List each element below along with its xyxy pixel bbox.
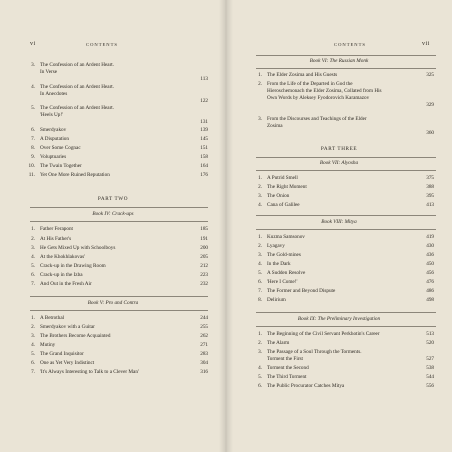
- entry-number: 2.: [258, 184, 262, 190]
- entry-title: Kuzma Samsonov: [267, 234, 305, 240]
- entry-number: 5.: [31, 263, 35, 269]
- entry-title: A Putrid Smell: [267, 175, 298, 181]
- entry-page: 255: [200, 324, 208, 330]
- entry-number: 5.: [258, 374, 262, 380]
- entry-page: 151: [200, 145, 208, 151]
- entry-title: The Alarm: [267, 340, 290, 346]
- entry-title: The Third Torment: [267, 374, 307, 380]
- entry-number: 3.: [258, 116, 262, 122]
- entry-number: 4.: [258, 261, 262, 267]
- entry-page: 556: [426, 383, 434, 389]
- entry-page: 205: [200, 254, 208, 260]
- entry-number: 1.: [31, 315, 35, 321]
- entry-number: 6.: [31, 127, 35, 133]
- entry-page: 145: [200, 136, 208, 142]
- entry-page: 413: [426, 202, 434, 208]
- entry-title: Mutiny: [40, 342, 56, 348]
- entry-number: 1.: [258, 331, 262, 337]
- entry-title: Yet One More Ruined Reputation: [40, 172, 110, 178]
- entry-page: 456: [426, 270, 434, 276]
- book-title: Book VII: Alyosha: [319, 160, 359, 166]
- entry-page: 316: [200, 369, 208, 375]
- divider: [256, 157, 436, 158]
- running-head: CONTENTS: [334, 42, 366, 47]
- entry-number: 4.: [258, 202, 262, 208]
- entry-title: At His Father's: [40, 236, 72, 242]
- entry-number: 1.: [258, 72, 262, 78]
- entry-page: 527: [426, 356, 434, 362]
- entry-title: The Twain Together: [40, 163, 82, 169]
- entry-title: The Public Procurator Catches Mitya: [267, 383, 345, 389]
- entry-number: 4.: [31, 342, 35, 348]
- entry-title: The Confession of an Ardent Heart.: [40, 84, 115, 90]
- entry-title: The Passage of a Soul Through the Torments.: [267, 349, 362, 355]
- entry-page: 283: [200, 351, 208, 357]
- divider: [30, 296, 208, 297]
- divider: [256, 55, 436, 56]
- book-title: Book IV: Crack-ups: [92, 211, 134, 217]
- divider: [256, 68, 436, 69]
- entry-title: A Betrothal: [40, 315, 65, 321]
- entry-title: Lyagavy: [267, 243, 285, 249]
- entry-page: 375: [426, 175, 434, 181]
- entry-page: 271: [200, 342, 208, 348]
- entry-title: 'It's Always Interesting to Talk to a Clever Man': [40, 369, 139, 375]
- entry-title: Own Words by Aleksey Fyodorovich Karamazov: [267, 95, 370, 101]
- entry-page: 113: [200, 76, 208, 82]
- divider: [30, 207, 208, 208]
- entry-number: 10.: [28, 163, 35, 169]
- entry-page: 139: [200, 127, 208, 133]
- entry-page: 191: [200, 236, 208, 242]
- entry-number: 5.: [31, 105, 35, 111]
- right-page: [226, 0, 452, 452]
- entry-number: 2.: [258, 340, 262, 346]
- entry-number: 2.: [258, 81, 262, 87]
- entry-title: Torment the Second: [267, 365, 309, 371]
- entry-page: 232: [200, 281, 208, 287]
- entry-title: One as Yet Very Indistinct: [40, 360, 95, 366]
- entry-page: 486: [426, 288, 434, 294]
- entry-number: 1.: [258, 234, 262, 240]
- entry-title: The Brothers Become Acquainted: [40, 333, 111, 339]
- entry-title: Voluptuaries: [40, 154, 67, 160]
- entry-number: 6.: [31, 272, 35, 278]
- entry-title: The Confession of an Ardent Heart.: [40, 105, 115, 111]
- entry-number: 11.: [28, 172, 35, 178]
- divider: [256, 170, 436, 171]
- entry-number: 3.: [258, 349, 262, 355]
- divider: [30, 221, 208, 222]
- entry-page: 185: [200, 226, 208, 232]
- entry-page: 538: [426, 365, 434, 371]
- entry-page: 329: [426, 102, 434, 108]
- entry-number: 2.: [31, 324, 35, 330]
- entry-title: The Right Moment: [267, 184, 307, 190]
- part-title: PART THREE: [320, 146, 358, 152]
- entry-page: 544: [426, 374, 434, 380]
- entry-number: 4.: [31, 254, 35, 260]
- entry-number: 7.: [31, 369, 35, 375]
- entry-page: 200: [200, 245, 208, 251]
- entry-page: 388: [426, 184, 434, 190]
- entry-number: 4.: [31, 84, 35, 90]
- entry-title: From the Discourses and Teachings of the Elder: [267, 116, 367, 122]
- entry-number: 3.: [258, 193, 262, 199]
- entry-page: 430: [426, 243, 434, 249]
- entry-page: 419: [426, 234, 434, 240]
- entry-title: The Grand Inquisitor: [40, 351, 84, 357]
- entry-number: 1.: [31, 226, 35, 232]
- entry-page: 476: [426, 279, 434, 285]
- entry-number: 7.: [31, 136, 35, 142]
- entry-number: 2.: [258, 243, 262, 249]
- entry-title: Zosima: [267, 123, 283, 129]
- entry-title: The Former and Beyond Dispute: [267, 288, 336, 294]
- entry-number: 3.: [258, 252, 262, 258]
- entry-number: 3.: [31, 62, 35, 68]
- entry-number: 6.: [31, 360, 35, 366]
- entry-page: 223: [200, 272, 208, 278]
- entry-page: 122: [200, 98, 208, 104]
- entry-title: Hieroschemonach the Elder Zosima, Collated from His: [267, 88, 382, 94]
- entry-page: 520: [426, 340, 434, 346]
- running-head: CONTENTS: [86, 42, 118, 47]
- entry-title: 'Heels Up!': [40, 112, 64, 118]
- entry-page: 131: [200, 119, 208, 125]
- book-title: Book IX: The Preliminary Investigation: [297, 316, 381, 322]
- entry-number: 9.: [31, 154, 35, 160]
- entry-number: 6.: [258, 279, 262, 285]
- book-title: Book VIII: Mitya: [321, 219, 357, 225]
- entry-title: A Sudden Resolve: [267, 270, 306, 276]
- page-number: vi: [30, 41, 36, 47]
- entry-title: He Gets Mixed Up with Schoolboys: [40, 245, 116, 251]
- divider: [256, 215, 436, 216]
- entry-page: 513: [426, 331, 434, 337]
- entry-title: At the Khokhlakovas': [40, 254, 86, 260]
- entry-page: 262: [200, 333, 208, 339]
- entry-page: 360: [426, 130, 434, 136]
- entry-title: The Gold-mines: [267, 252, 301, 258]
- entry-number: 8.: [31, 145, 35, 151]
- entry-title: Delirium: [267, 297, 286, 303]
- entry-title: Over Some Cognac: [40, 145, 81, 151]
- book-title: Book VI: The Russian Monk: [309, 58, 369, 64]
- page-number: vii: [422, 41, 430, 47]
- entry-title: In the Dark: [267, 261, 291, 267]
- entry-page: 244: [200, 315, 208, 321]
- entry-title: 'Here I Come!': [267, 279, 298, 285]
- entry-page: 212: [200, 263, 208, 269]
- entry-title: Smerdyakov with a Guitar: [40, 324, 95, 330]
- entry-title: Smerdyakov: [40, 127, 67, 133]
- entry-page: 498: [426, 297, 434, 303]
- entry-title: And Out in the Fresh Air: [40, 281, 92, 287]
- entry-number: 7.: [31, 281, 35, 287]
- entry-number: 2.: [31, 236, 35, 242]
- book-title: Book V: Pro and Contra: [87, 300, 139, 306]
- entry-number: 7.: [258, 288, 262, 294]
- entry-number: 6.: [258, 383, 262, 389]
- divider: [256, 312, 436, 313]
- entry-title: Crack-up in the Drawing Room: [40, 263, 106, 269]
- entry-page: 164: [200, 163, 208, 169]
- entry-title: The Confession of an Ardent Heart.: [40, 62, 115, 68]
- entry-number: 5.: [258, 270, 262, 276]
- divider: [256, 326, 436, 327]
- entry-number: 1.: [258, 175, 262, 181]
- entry-title: The Onion: [267, 193, 290, 199]
- entry-title: The Elder Zosima and His Guests: [267, 72, 338, 78]
- entry-number: 8.: [258, 297, 262, 303]
- entry-title: In Verse: [40, 69, 58, 75]
- entry-number: 3.: [31, 245, 35, 251]
- entry-page: 450: [426, 261, 434, 267]
- entry-number: 5.: [31, 351, 35, 357]
- entry-number: 3.: [31, 333, 35, 339]
- divider: [256, 229, 436, 230]
- entry-page: 325: [426, 72, 434, 78]
- entry-page: 436: [426, 252, 434, 258]
- entry-page: 158: [200, 154, 208, 160]
- entry-title: Torment the First: [267, 356, 303, 362]
- entry-page: 304: [200, 360, 208, 366]
- entry-title: Father Ferapont: [40, 226, 73, 232]
- entry-title: Cana of Galilee: [267, 202, 300, 208]
- divider: [30, 310, 208, 311]
- part-title: PART TWO: [97, 196, 129, 202]
- entry-title: From the Life of the Departed in God the: [267, 81, 353, 87]
- entry-title: The Beginning of the Civil Servant Perkhotin's Career: [267, 331, 380, 337]
- entry-title: Crack-up in the Izba: [40, 272, 83, 278]
- entry-number: 4.: [258, 365, 262, 371]
- entry-title: In Anecdotes: [40, 91, 68, 97]
- entry-page: 395: [426, 193, 434, 199]
- entry-title: A Disputation: [40, 136, 69, 142]
- entry-page: 176: [200, 172, 208, 178]
